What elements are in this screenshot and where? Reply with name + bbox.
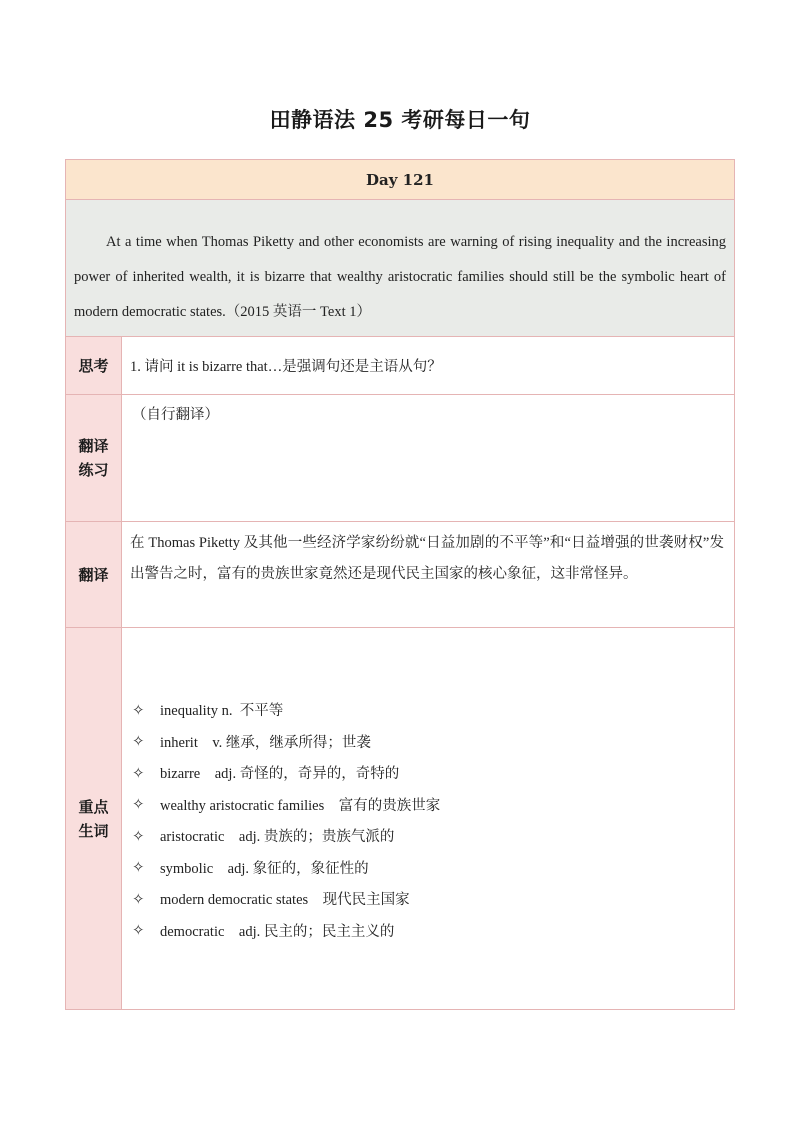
diamond-bullet-icon: ✧ [132, 826, 145, 845]
think-question: 1. 请问 it is bizarre that…是强调句还是主语从句？ [130, 359, 442, 375]
list-item [132, 757, 726, 789]
vocab-entry: symbolic adj. 象征的，象征性的 [160, 860, 369, 877]
daily-sentence-table [65, 159, 735, 1010]
english-sentence: At a time when Thomas Piketty and other economists are warning of rising inequality and the increasing power of inherited wealth, it is bizarre that wealthy aristocratic families should still be the symbolic heart of modern democratic states.（2015 英语一 Text 1） [66, 200, 734, 337]
vocabulary-list [122, 628, 734, 1009]
vocab-entry: inherit v. 继承，继承所得；世袭 [160, 734, 371, 751]
vocabulary-label: 重点生词 [66, 628, 122, 1009]
translation-label: 翻译 [66, 522, 122, 627]
translation-row [66, 522, 734, 628]
list-item [132, 694, 726, 726]
day-header: Day 121 [66, 160, 734, 200]
diamond-bullet-icon: ✧ [132, 732, 145, 751]
diamond-bullet-icon: ✧ [132, 763, 145, 782]
diamond-bullet-icon: ✧ [132, 858, 145, 877]
vocab-entry: modern democratic states 现代民主国家 [160, 892, 410, 909]
diamond-bullet-icon: ✧ [132, 700, 145, 719]
list-item [132, 820, 726, 852]
vocab-entry: wealthy aristocratic families 富有的贵族世家 [160, 797, 441, 814]
diamond-bullet-icon: ✧ [132, 889, 145, 908]
list-item [132, 883, 726, 915]
vocab-entry: aristocratic adj. 贵族的；贵族气派的 [160, 829, 395, 846]
list-item [132, 915, 726, 947]
list-item [132, 726, 726, 758]
list-item [132, 852, 726, 884]
translation-practice-label: 翻译练习 [66, 395, 122, 521]
translation-practice-area: （自行翻译） [132, 407, 219, 423]
translation-text: 在 Thomas Piketty 及其他一些经济学家纷纷就“日益加剧的不平等”和“日益增强的世袭财权”发出警告之时，富有的贵族世家竟然还是现代民主国家的核心象征，这非常怪异。 [130, 535, 724, 582]
vocab-entry: democratic adj. 民主的；民主主义的 [160, 923, 395, 940]
list-item [132, 789, 726, 821]
vocab-entry: bizarre adj. 奇怪的，奇异的，奇特的 [160, 766, 400, 783]
page-title: 田静语法 25 考研每日一句 [269, 108, 531, 132]
vocabulary-row [66, 628, 734, 1009]
think-row [66, 337, 734, 395]
diamond-bullet-icon: ✧ [132, 921, 145, 940]
translation-practice-row [66, 395, 734, 522]
vocab-entry: inequality n. 不平等 [160, 703, 284, 720]
think-label: 思考 [66, 337, 122, 394]
diamond-bullet-icon: ✧ [132, 795, 145, 814]
